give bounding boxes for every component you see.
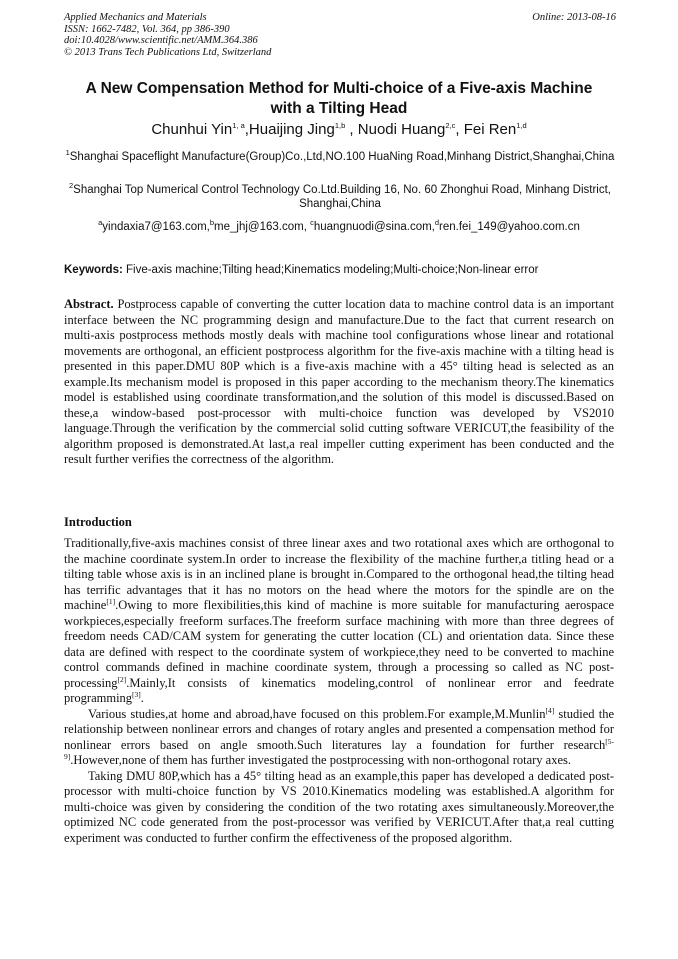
introduction-body — [64, 536, 614, 846]
paragraph-text: Traditionally,five-axis machines consist of three linear axes and two rotational axes which are orthogonal to the machine coordinate system.In order to increase the flexibility of the machine further,a titling head or a tilting table whose axis is in an inclined plane is brought in.Compared to the orthogonal head,the tilting head has terrific advantages that it has no motors on the head where the motors for the spindle are on the machine — [64, 536, 614, 612]
author-affiliation-mark: 1, a — [232, 121, 245, 130]
email-mark: a — [98, 218, 103, 228]
affiliation-text: Shanghai Top Numerical Control Technology Co.Ltd.Building 16, No. 60 Zhonghui Road, Minhang District, Shanghai,China — [73, 184, 611, 210]
author-affiliation-mark: 1,d — [516, 121, 527, 130]
affiliation-number: 1 — [65, 148, 70, 158]
title-line-2: with a Tilting Head — [270, 100, 408, 117]
intro-paragraph — [64, 707, 614, 769]
email-address: yindaxia7@163.com, — [102, 221, 210, 233]
author-name: Huaijing Jing — [248, 121, 335, 138]
paragraph-text: studied the relationship between nonlinear errors and changes of rotary angles and presented a compensation method for nonlinear errors based on angle smooth.Such literatures lay a foundation for further research — [64, 706, 614, 752]
email-address: me_jhj@163.com, — [214, 221, 311, 233]
paragraph-text: Taking DMU 80P,which has a 45° tilting head as an example,this paper has developed a dedicated post-processor with multi-choice function by VS 2010.Kinematics modeling was established.A algorithm for multi-choice was given by considering the condition of the two rotating axes simultaneously.Moreover,the optimized NC code generated from the post-processor was verified by VERICUT.After that,a real cutting experiment was conducted to further confirm the effectiveness of the proposed algorithm. — [64, 768, 614, 845]
paper-title — [40, 79, 638, 119]
citation-ref: [4] — [545, 705, 555, 715]
citation-ref: [2] — [117, 674, 127, 684]
paragraph-text: .Mainly,It consists of kinematics modeling,control of nonlinear error and feedrate programming — [64, 675, 614, 705]
email-address: huangnuodi@sina.com, — [313, 221, 435, 233]
affiliation-2 — [55, 183, 625, 211]
copyright-line: © 2013 Trans Tech Publications Ltd, Switzerland — [64, 46, 272, 58]
keywords-text: Five-axis machine;Tilting head;Kinematics modeling;Multi-choice;Non-linear error — [126, 264, 539, 276]
author-name: Nuodi Huang — [357, 121, 446, 138]
citation-ref: [1] — [106, 596, 116, 606]
email-mark: d — [434, 218, 440, 228]
journal-name: Applied Mechanics and Materials — [64, 12, 207, 23]
author-list: Chunhui Yin$^{1, a}$,Huaijing Jing$^{1,b}$ , Nuodi Huang$^{2,c}$, Fei Ren$^{1,d}$ — [151, 121, 527, 138]
citation-ref: [3] — [132, 689, 141, 699]
section-heading-introduction: Introduction — [64, 515, 132, 529]
abstract — [64, 297, 614, 468]
abstract-text: Postprocess capable of converting the cutter location data to machine control data is an important interface between the NC programming design and manufacture.Due to the fact that current research on multi-axis postprocess methods mostly deals with machine tool configurations whose linear and rotational movements are orthogonal, an efficient postprocess algorithm for the five-axis machine with a tilting head is presented in this paper.DMU 80P which is a five-axis machine with a 45° tilting head is selected as an example.Its mechanism model is proposed in this paper according to the mechanism theory.The kinematics model is established using coordinate transformation,and the solution of this model is discussed.Based on these,a window-based post-processor with multi-choice function was developed by VS2010 language.Through the verification by the commercial solid cutting software VERICUT,the feasibility of the algorithm proposed is demonstrated.At last,a real impeller cutting experiment has been conducted and the result further verifies the correctness of the algorithm. — [64, 297, 615, 466]
citation-ref: [5-9] — [64, 736, 614, 761]
doi-line: doi:10.4028/www.scientific.net/AMM.364.386 — [64, 35, 258, 46]
affiliation-1 — [60, 150, 620, 164]
affiliation-text: Shanghai Spaceflight Manufacture(Group)Co.,Ltd,NO.100 HuaNing Road,Minhang District,Shanghai,China — [69, 151, 615, 163]
author-emails — [30, 220, 648, 234]
author-affiliation-mark: 2,c — [445, 121, 456, 130]
keywords-label: Keywords: — [64, 264, 123, 276]
abstract-label: Abstract. — [64, 297, 114, 311]
author-name: Chunhui Yin — [151, 121, 233, 138]
paragraph-text: . — [140, 691, 144, 705]
intro-paragraph — [64, 769, 614, 847]
paragraph-text: .Owing to more flexibilities,this kind of machine is more suitable for manufacturing aerospace workpieces,especially freeform surfaces.The freeform surface machining with more than three degrees of freedom needs CAD/CAM system for generating the cutter location (CL) and orientation data. Since these data are defined with respect to the coordinate system of workpiece,they need to be converted to machine control commands defined in machine coordinate system, through a processing so called as NC post-processing — [64, 598, 614, 690]
email-mark: c — [310, 218, 314, 228]
author-affiliation-mark: 1,b — [334, 121, 346, 130]
author-name: Fei Ren — [463, 121, 517, 138]
online-date: Online: 2013-08-16 — [532, 12, 616, 23]
title-line-1: A New Compensation Method for Multi-choice of a Five-axis Machine — [85, 80, 593, 97]
email-address: ren.fei_149@yahoo.com.cn — [439, 221, 580, 233]
paragraph-text: Various studies,at home and abroad,have focused on this problem.For example,M.Munlin — [88, 706, 546, 721]
affiliation-number: 2 — [68, 181, 74, 191]
issn-line: ISSN: 1662-7482, Vol. 364, pp 386-390 — [64, 23, 230, 35]
intro-paragraph — [64, 536, 614, 707]
journal-header — [64, 12, 271, 58]
keywords — [64, 263, 624, 277]
paragraph-text: .However,none of them has further investigated the postprocessing with non-orthogonal rotary axes. — [70, 753, 572, 767]
email-mark: b — [209, 218, 215, 228]
